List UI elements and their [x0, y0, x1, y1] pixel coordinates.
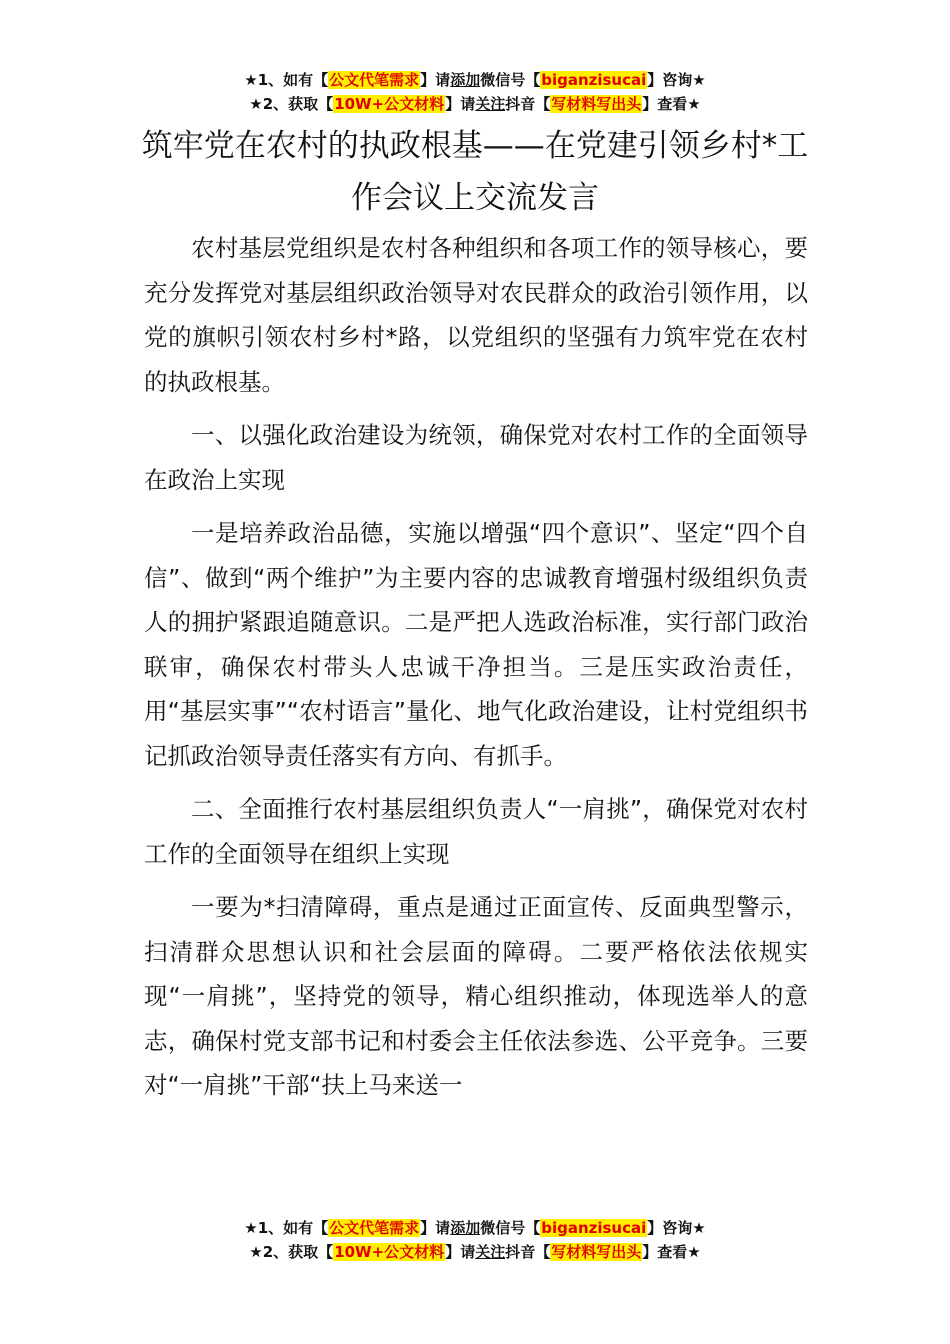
section-heading-1: 一、以强化政治建设为统领，确保党对农村工作的全面领导在政治上实现 — [144, 421, 808, 494]
promo-text: 】请 — [445, 1243, 476, 1261]
section-heading-2: 二、全面推行农村基层组织负责人“一肩挑”，确保党对农村工作的全面领导在组织上实现 — [144, 795, 808, 868]
document-title: 筑牢党在农村的执政根基——在党建引领乡村*工作会议上交流发言 — [141, 128, 809, 216]
promo-line-1 — [0, 68, 950, 92]
promo-text: ★1、如有【 — [244, 1219, 329, 1237]
promo-line-1 — [0, 1216, 950, 1240]
promo-text: 】请 — [420, 71, 451, 89]
body-paragraph: 一要为*扫清障碍，重点是通过正面宣传、反面典型警示，扫清群众思想认识和社会层面的障碍。二要严格依法依规实现“一肩挑”，坚持党的领导，精心组织推动，体现选举人的意志，确保村党支部书记和村委会主任依法参选、公平竞争。三要对“一肩挑”干部“扶上马来送一 — [144, 893, 808, 1099]
promo-text: 】查看★ — [642, 95, 701, 113]
promo-underlined-text: 添加 — [450, 1219, 481, 1237]
promo-highlight: 公文代笔需求 — [329, 71, 420, 89]
promo-underlined-text: 添加 — [450, 71, 481, 89]
promo-text: ★2、获取【 — [249, 1243, 334, 1261]
promo-text: ★1、如有【 — [244, 71, 329, 89]
top-promo-banner — [0, 68, 950, 116]
promo-text: 】查看★ — [642, 1243, 701, 1261]
document-body — [144, 226, 808, 1117]
promo-highlight: 10W+公文材料 — [334, 1243, 445, 1261]
bottom-promo-banner — [0, 1216, 950, 1264]
promo-text: 】请 — [445, 95, 476, 113]
promo-text: 微信号【 — [480, 1219, 541, 1237]
promo-wechat-id: biganzisucai — [541, 1219, 647, 1237]
promo-highlight: 10W+公文材料 — [334, 95, 445, 113]
promo-text: 】咨询★ — [647, 71, 706, 89]
body-paragraph: 农村基层党组织是农村各种组织和各项工作的领导核心，要充分发挥党对基层组织政治领导对农民群众的政治引领作用，以党的旗帜引领农村乡村*路，以党组织的坚强有力筑牢党在农村的执政根基。 — [144, 234, 808, 396]
body-paragraph: 一是培养政治品德，实施以增强“四个意识”、坚定“四个自信”、做到“两个维护”为主要内容的忠诚教育增强村级组织负责人的拥护紧跟追随意识。二是严把人选政治标准，实行部门政治联审，确保农村带头人忠诚干净担当。三是压实政治责任，用“基层实事”“农村语言”量化、地气化政治建设，让村党组织书记抓政治领导责任落实有方向、有抓手。 — [144, 519, 808, 770]
promo-text: 抖音【 — [505, 1243, 551, 1261]
promo-wechat-id: biganzisucai — [541, 71, 647, 89]
promo-douyin-id: 写材料写出头 — [551, 1243, 642, 1261]
promo-text: ★2、获取【 — [249, 95, 334, 113]
promo-text: 抖音【 — [505, 95, 551, 113]
promo-text: 】请 — [420, 1219, 451, 1237]
promo-line-2 — [0, 1240, 950, 1264]
promo-line-2 — [0, 92, 950, 116]
promo-douyin-id: 写材料写出头 — [551, 95, 642, 113]
promo-highlight: 公文代笔需求 — [329, 1219, 420, 1237]
promo-text: 】咨询★ — [647, 1219, 706, 1237]
promo-underlined-text: 关注 — [475, 1243, 506, 1261]
promo-underlined-text: 关注 — [475, 95, 506, 113]
promo-text: 微信号【 — [480, 71, 541, 89]
